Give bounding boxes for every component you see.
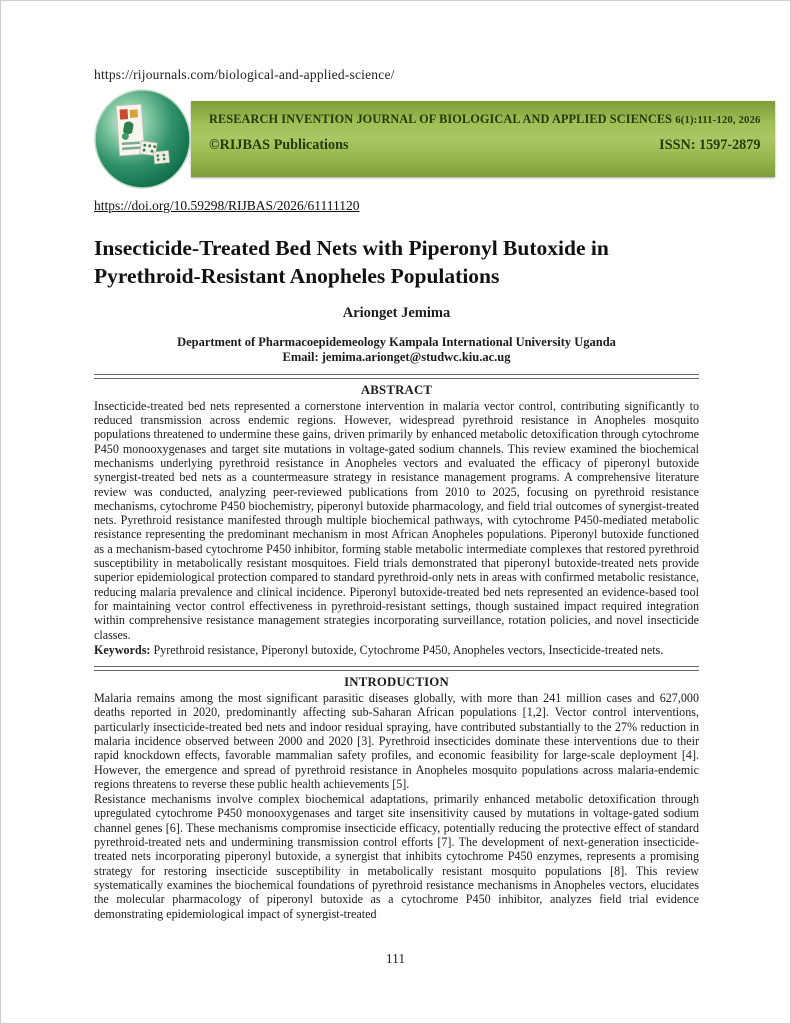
doi-line	[94, 198, 699, 214]
journal-logo-icon	[94, 89, 191, 189]
keywords-label: Keywords:	[94, 642, 151, 657]
page-number: 111	[385, 951, 406, 966]
section-divider	[94, 666, 699, 671]
keywords-line	[94, 643, 699, 657]
article-title: Insecticide-Treated Bed Nets with Piperonyl Butoxide in Pyrethroid-Resistant Anopheles Populations	[94, 236, 609, 289]
section-divider	[94, 374, 699, 379]
journal-website-url: https://rijournals.com/biological-and-applied-science/	[94, 67, 395, 82]
introduction-paragraph: Malaria remains among the most significant parasitic diseases globally, with more than 241 million cases and 627,000 deaths reported in 2020, predominantly affecting sub-Saharan African populations [1,2]. Vector control interventions, particularly insecticide-treated bed nets and indoor residual spraying, have contributed substantially to the 27% reduction in malaria incidence observed between 2000 and 2020 [3]. Pyrethroid insecticides dominate these interventions due to their rapid knockdown effects, favorable mammalian safety profiles, and economic feasibility for large-scale deployment [4]. However, the emergence and spread of pyrethroid resistance in Anopheles mosquito populations across malaria-endemic regions threatens to reverse these public health achievements [5].	[94, 691, 699, 791]
journal-banner	[191, 101, 775, 177]
keywords-text: Pyrethroid resistance, Piperonyl butoxide, Cytochrome P450, Anopheles vectors, Insecticide-treated nets.	[150, 642, 664, 657]
author-name: Arionget Jemima	[342, 304, 451, 321]
journal-name: RESEARCH INVENTION JOURNAL OF BIOLOGICAL AND APPLIED SCIENCES	[209, 112, 673, 126]
author-email: Email: jemima.arionget@studwc.kiu.ac.ug	[282, 349, 511, 364]
issn-label: ISSN: 1597-2879	[659, 137, 761, 153]
author-affiliation: Department of Pharmacoepidemeology Kampala International University Uganda	[177, 334, 616, 349]
journal-issue-info: 6(1):111-120, 2026	[675, 114, 761, 126]
journal-name-line	[209, 112, 760, 127]
abstract-heading: ABSTRACT	[360, 382, 433, 397]
publisher-label: ©RIJBAS Publications	[209, 137, 349, 153]
doi-link[interactable]: https://doi.org/10.59298/RIJBAS/2026/61111120	[94, 198, 360, 213]
abstract-body: Insecticide-treated bed nets represented a cornerstone intervention in malaria vector control, contributing significantly to reduced transmission across endemic regions. However, widespread pyrethroid resistance in Anopheles mosquito populations threatened to undermine these gains, driven primarily by enhanced metabolic detoxification through cytochrome P450 monooxygenases and target site mutations in voltage-gated sodium channels. This review examined the biochemical mechanisms underlying pyrethroid resistance in Anopheles vectors and evaluated the efficacy of piperonyl butoxide synergist-treated bed nets as a countermeasure strategy in resistance management programs. A comprehensive literature review was conducted, analyzing peer-reviewed publications from 2010 to 2025, focusing on pyrethroid resistance mechanisms, cytochrome P450 biochemistry, piperonyl butoxide pharmacology, and field trial outcomes of synergist-treated nets. Pyrethroid resistance manifested through multiple biochemical pathways, with cytochrome P450-mediated metabolic resistance representing the predominant mechanism in most African Anopheles populations. Piperonyl butoxide functioned as a mechanism-based cytochrome P450 inhibitor, forming stable metabolic intermediate complexes that restored pyrethroid susceptibility in metabolically resistant mosquitoes. Field trials demonstrated that piperonyl butoxide-treated nets provide superior epidemiological protection compared to standard pyrethroid-only nets in areas with confirmed metabolic resistance, reducing malaria prevalence and clinical incidence. Piperonyl butoxide-treated bed nets represented an evidence-based tool for maintaining vector control effectiveness in pyrethroid-resistant settings, though sustained impact required integration within comprehensive resistance management strategies incorporating surveillance, rotation policies, and novel insecticide classes.	[94, 398, 699, 642]
introduction-paragraph: Resistance mechanisms involve complex biochemical adaptations, primarily enhanced metabolic detoxification through upregulated cytochrome P450 monooxygenases and target site insensitivity caused by mutations in voltage-gated sodium channel genes [6]. These mechanisms compromise insecticide efficacy, potentially reducing the protective effect of standard pyrethroid-treated nets and undermining transmission control efforts [7]. The development of next-generation insecticide-treated nets incorporating piperonyl butoxide, a synergist that inhibits cytochrome P450 enzymes, represents a promising strategy for restoring insecticide susceptibility in metabolically resistant mosquito populations [8]. This review systematically examines the biochemical foundations of pyrethroid resistance mechanisms in Anopheles vectors, elucidates the molecular pharmacology of piperonyl butoxide as a cytochrome P450 inhibitor, analyzes field trial evidence demonstrating epidemiological impact of synergist-treated	[94, 792, 699, 921]
introduction-heading: INTRODUCTION	[344, 675, 449, 690]
journal-header	[94, 89, 761, 189]
